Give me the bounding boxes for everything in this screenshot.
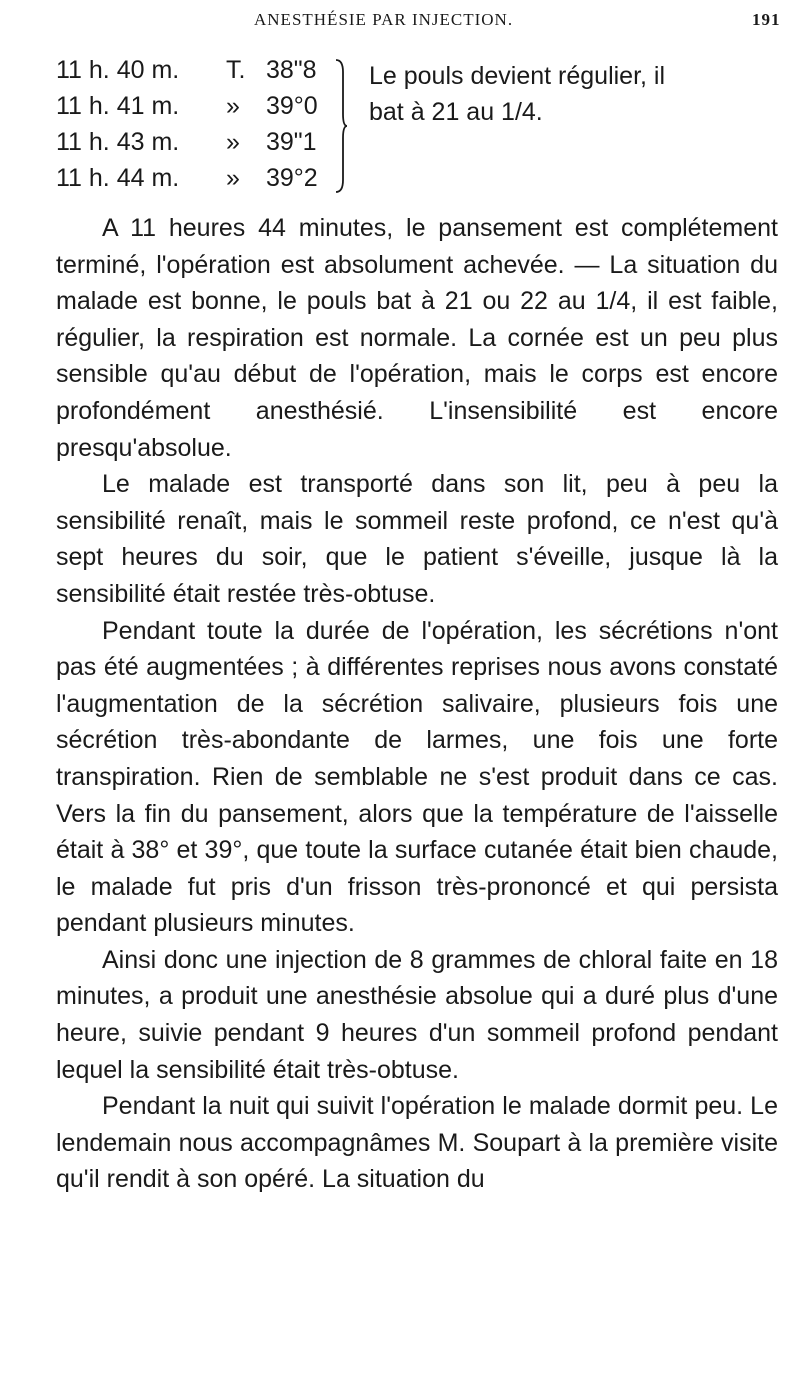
- temperature-readings: [56, 52, 776, 202]
- body-text: [56, 210, 778, 1198]
- pulse-note-line: Le pouls devient régulier, il: [369, 62, 666, 90]
- paragraph: Ainsi donc une injection de 8 grammes de chloral faite en 18 minutes, a produit une anesthésie absolue qui a duré plus d'une heure, suivie pendant 9 heures d'un sommeil profond pendant lequel la sensibilité était très-obtuse.: [56, 945, 778, 1084]
- right-brace-icon: [334, 58, 348, 194]
- reading-temperature: 38"8: [266, 56, 317, 84]
- reading-time: 11 h. 43 m.: [56, 128, 180, 156]
- reading-temperature: 39"1: [266, 128, 317, 156]
- reading-time: 11 h. 40 m.: [56, 56, 180, 84]
- reading-temperature: 39°2: [266, 164, 318, 192]
- paragraph: A 11 heures 44 minutes, le pansement est complétement terminé, l'opération est absolument achevée. — La situation du malade est bonne, le pouls bat à 21 ou 22 au 1/4, il est faible, régulier, la respiration est normale. La cornée est un peu plus sensible qu'au début de l'opération, mais le corps est encore profondément anesthésié. L'insensibilité est encore presqu'absolue.: [56, 214, 778, 462]
- reading-time: 11 h. 44 m.: [56, 164, 180, 192]
- pulse-note-line: bat à 21 au 1/4.: [369, 98, 543, 126]
- page-number: 191: [752, 10, 781, 29]
- reading-row: [56, 88, 326, 124]
- running-header: [0, 6, 800, 32]
- paragraph: Pendant toute la durée de l'opération, les sécrétions n'ont pas été augmentées ; à différentes reprises nous avons constaté l'augmentation de la sécrétion salivaire, plusieurs fois une sécrétion très-abondante de larmes, une fois une forte transpiration. Rien de semblable ne s'est produit dans ce cas. Vers la fin du pansement, alors que la température de l'aisselle était à 38° et 39°, que toute la surface cutanée était bien chaude, le malade fut pris d'un frisson très-prononcé et qui persista pendant plusieurs minutes.: [56, 616, 778, 938]
- reading-mark: T.: [226, 56, 246, 84]
- reading-time: 11 h. 41 m.: [56, 92, 180, 120]
- reading-row: [56, 52, 326, 88]
- reading-mark: »: [226, 164, 240, 192]
- paragraph: Pendant la nuit qui suivit l'opération le malade dormit peu. Le lendemain nous accompagnâmes M. Soupart à la première visite qu'il rendit à son opéré. La situation du: [56, 1092, 778, 1194]
- reading-mark: »: [226, 128, 240, 156]
- reading-temperature: 39°0: [266, 92, 318, 120]
- paragraph: Le malade est transporté dans son lit, peu à peu la sensibilité renaît, mais le sommeil reste profond, ce n'est qu'à sept heures du soir, que le patient s'éveille, jusque là la sensibilité était restée très-obtuse.: [56, 470, 778, 608]
- reading-mark: »: [226, 92, 240, 120]
- pulse-note: [369, 58, 665, 130]
- running-title: ANESTHÉSIE PAR INJECTION.: [254, 10, 514, 29]
- reading-row: [56, 124, 326, 160]
- reading-row: [56, 160, 326, 196]
